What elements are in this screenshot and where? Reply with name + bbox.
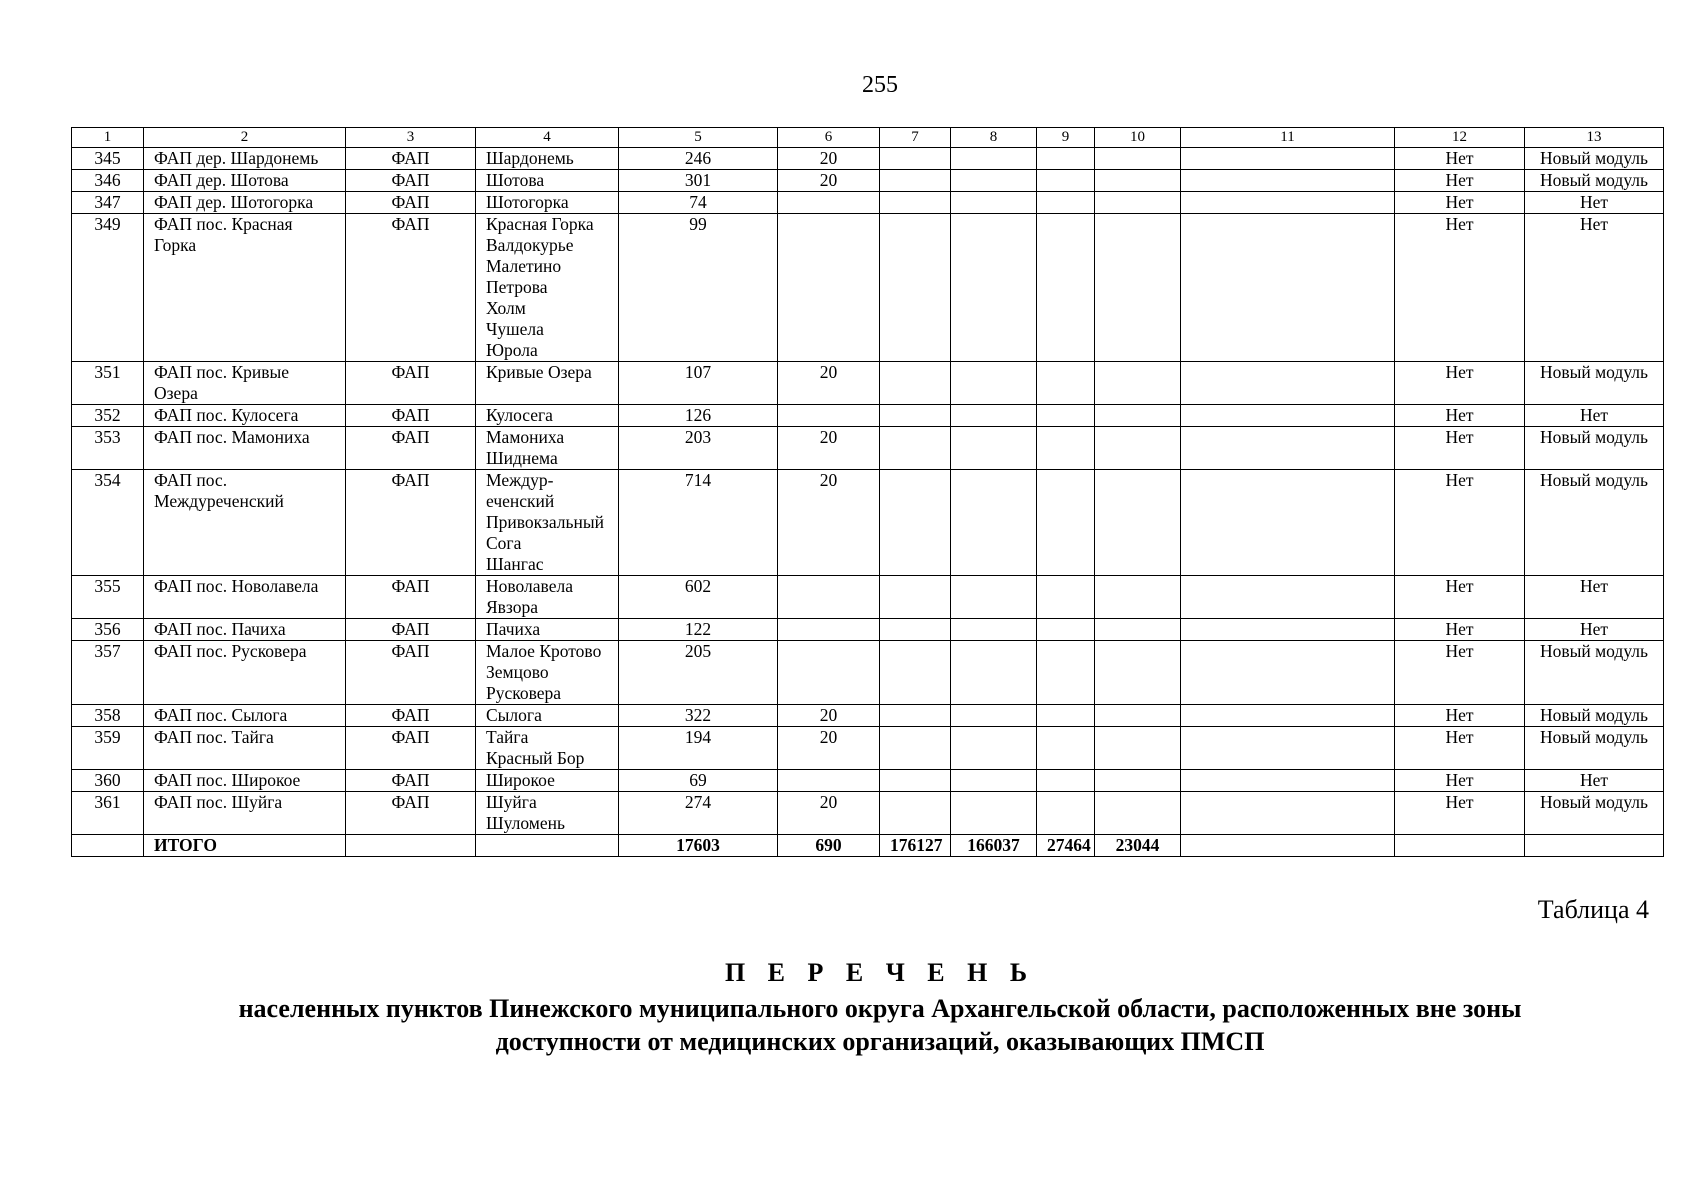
col-12-value: Нет (1395, 405, 1525, 427)
empty-cell (1095, 619, 1181, 641)
settlements (476, 792, 619, 835)
cell-line: Междуреченский (154, 491, 284, 511)
facility-type: ФАП (346, 641, 476, 705)
empty-cell (1181, 576, 1395, 619)
empty-cell (951, 576, 1037, 619)
settlements (476, 619, 619, 641)
population: 194 (619, 727, 778, 770)
col-13-value: Новый модуль (1525, 792, 1664, 835)
row-number: 355 (72, 576, 144, 619)
table-row (72, 192, 1664, 214)
col-12-value: Нет (1395, 576, 1525, 619)
empty-cell (1037, 405, 1095, 427)
empty-cell (1095, 214, 1181, 362)
empty-cell (1181, 192, 1395, 214)
facility-type: ФАП (346, 214, 476, 362)
table-row (72, 770, 1664, 792)
cell-line: Шиднема (486, 448, 558, 468)
cell-line: Явзора (486, 597, 539, 617)
settlements (476, 214, 619, 362)
population: 205 (619, 641, 778, 705)
row-number: 347 (72, 192, 144, 214)
empty-cell (880, 641, 951, 705)
empty-cell (951, 727, 1037, 770)
empty-cell (1525, 835, 1664, 857)
settlements (476, 727, 619, 770)
empty-cell (880, 619, 951, 641)
column-header: 1 (72, 128, 144, 148)
empty-cell (1037, 170, 1095, 192)
col-6-value (778, 770, 880, 792)
population: 122 (619, 619, 778, 641)
cell-line: ФАП пос. Широкое (154, 770, 301, 790)
empty-cell (476, 835, 619, 857)
empty-cell (1181, 705, 1395, 727)
col-13-value: Новый модуль (1525, 470, 1664, 576)
empty-cell (1037, 576, 1095, 619)
cell-line: ФАП дер. Шотогорка (154, 192, 314, 212)
cell-line: ФАП пос. Мамониха (154, 427, 310, 447)
settlements (476, 192, 619, 214)
empty-cell (1181, 835, 1395, 857)
cell-line: Горка (154, 235, 197, 255)
total-col-5: 17603 (619, 835, 778, 857)
population: 126 (619, 405, 778, 427)
col-6-value: 20 (778, 792, 880, 835)
col-13-value: Нет (1525, 576, 1664, 619)
empty-cell (1181, 148, 1395, 170)
table-row (72, 470, 1664, 576)
facility-name (144, 148, 346, 170)
row-number: 345 (72, 148, 144, 170)
empty-cell (951, 214, 1037, 362)
cell-line: ФАП пос. Русковера (154, 641, 307, 661)
cell-line: Валдокурье (486, 235, 574, 255)
cell-line: Юрола (486, 340, 538, 360)
empty-cell (1181, 427, 1395, 470)
cell-line: ФАП дер. Шотова (154, 170, 289, 190)
subtitle-line: населенных пунктов Пинежского муниципального округа Архангельской области, расположенных вне зоны (238, 994, 1522, 1023)
table-row (72, 619, 1664, 641)
col-13-value: Нет (1525, 770, 1664, 792)
empty-cell (1095, 148, 1181, 170)
total-col-6: 690 (778, 835, 880, 857)
cell-line: ФАП пос. Новолавела (154, 576, 319, 596)
empty-cell (1181, 170, 1395, 192)
population: 602 (619, 576, 778, 619)
col-13-value: Нет (1525, 619, 1664, 641)
empty-cell (951, 641, 1037, 705)
empty-cell (880, 148, 951, 170)
facility-type: ФАП (346, 427, 476, 470)
empty-cell (880, 727, 951, 770)
col-13-value: Новый модуль (1525, 427, 1664, 470)
cell-line: Красный Бор (486, 748, 585, 768)
row-number: 358 (72, 705, 144, 727)
empty-cell (1037, 192, 1095, 214)
facility-name (144, 727, 346, 770)
empty-cell (880, 576, 951, 619)
cell-line: Русковера (486, 683, 562, 703)
facility-name (144, 792, 346, 835)
empty-cell (880, 214, 951, 362)
facility-name (144, 470, 346, 576)
col-12-value: Нет (1395, 427, 1525, 470)
empty-cell (1037, 148, 1095, 170)
col-12-value: Нет (1395, 619, 1525, 641)
cell-line: Широкое (486, 770, 555, 790)
table-row (72, 405, 1664, 427)
facility-name (144, 427, 346, 470)
empty-cell (1181, 619, 1395, 641)
cell-line: Шотова (486, 170, 545, 190)
cell-line: еченский (486, 491, 555, 511)
settlements (476, 170, 619, 192)
cell-line: Малетино (486, 256, 562, 276)
col-13-value: Нет (1525, 214, 1664, 362)
col-12-value: Нет (1395, 214, 1525, 362)
row-number: 349 (72, 214, 144, 362)
empty-cell (1181, 405, 1395, 427)
cell-line: Шардонемь (486, 148, 574, 168)
population: 99 (619, 214, 778, 362)
empty-cell (1095, 770, 1181, 792)
cell-line: Озера (154, 383, 198, 403)
settlements (476, 470, 619, 576)
cell-line: Шангас (486, 554, 544, 574)
col-12-value: Нет (1395, 727, 1525, 770)
table-header-row (72, 128, 1664, 148)
column-header: 4 (476, 128, 619, 148)
facility-type: ФАП (346, 619, 476, 641)
empty-cell (880, 192, 951, 214)
col-6-value: 20 (778, 727, 880, 770)
column-header: 10 (1095, 128, 1181, 148)
empty-cell (1095, 576, 1181, 619)
empty-cell (1037, 214, 1095, 362)
empty-cell (1037, 470, 1095, 576)
cell-line: ФАП пос. Кривые (154, 362, 290, 382)
col-6-value: 20 (778, 170, 880, 192)
empty-cell (1181, 214, 1395, 362)
settlements (476, 148, 619, 170)
col-6-value (778, 641, 880, 705)
empty-cell (1037, 619, 1095, 641)
row-number: 357 (72, 641, 144, 705)
facility-name (144, 641, 346, 705)
cell-line: ФАП пос. (154, 470, 228, 490)
empty-cell (951, 792, 1037, 835)
column-header: 2 (144, 128, 346, 148)
col-13-value: Нет (1525, 405, 1664, 427)
row-number: 351 (72, 362, 144, 405)
facility-type: ФАП (346, 148, 476, 170)
table-row (72, 792, 1664, 835)
empty-cell (880, 427, 951, 470)
settlements (476, 705, 619, 727)
facility-name (144, 192, 346, 214)
total-col-9: 27464 (1037, 835, 1095, 857)
cell-line: Новолавела (486, 576, 573, 596)
row-number: 359 (72, 727, 144, 770)
col-12-value: Нет (1395, 148, 1525, 170)
population: 714 (619, 470, 778, 576)
column-header: 6 (778, 128, 880, 148)
row-number: 360 (72, 770, 144, 792)
empty-cell (1037, 705, 1095, 727)
total-col-10: 23044 (1095, 835, 1181, 857)
empty-cell (951, 619, 1037, 641)
col-13-value: Новый модуль (1525, 170, 1664, 192)
empty-cell (1095, 792, 1181, 835)
facility-name (144, 170, 346, 192)
col-6-value (778, 405, 880, 427)
population: 322 (619, 705, 778, 727)
empty-cell (951, 770, 1037, 792)
cell-line: Шуломень (486, 813, 565, 833)
population: 301 (619, 170, 778, 192)
population: 274 (619, 792, 778, 835)
total-row (72, 835, 1664, 857)
cell-line: ФАП пос. Красная (154, 214, 293, 234)
table-row (72, 148, 1664, 170)
empty-cell (951, 405, 1037, 427)
facility-name (144, 619, 346, 641)
column-header: 11 (1181, 128, 1395, 148)
table-label: Таблица 4 (1537, 895, 1649, 924)
col-12-value: Нет (1395, 792, 1525, 835)
cell-line: Шуйга (486, 792, 537, 812)
table-row (72, 576, 1664, 619)
facility-name (144, 576, 346, 619)
settlements (476, 362, 619, 405)
cell-line: Междур- (486, 470, 554, 490)
settlements (476, 405, 619, 427)
col-12-value: Нет (1395, 170, 1525, 192)
cell-line: Земцово (486, 662, 549, 682)
empty-cell (1095, 405, 1181, 427)
empty-cell (880, 770, 951, 792)
facility-type: ФАП (346, 576, 476, 619)
table-row (72, 641, 1664, 705)
population: 203 (619, 427, 778, 470)
facility-type: ФАП (346, 470, 476, 576)
empty-cell (1095, 641, 1181, 705)
population: 107 (619, 362, 778, 405)
empty-cell (1181, 727, 1395, 770)
cell-line: Шотогорка (486, 192, 569, 212)
col-13-value: Новый модуль (1525, 727, 1664, 770)
cell-line: Малое Кротово (486, 641, 602, 661)
total-col-8: 166037 (951, 835, 1037, 857)
column-header: 12 (1395, 128, 1525, 148)
empty-cell (951, 192, 1037, 214)
cell-line: ФАП пос. Кулосега (154, 405, 299, 425)
facility-type: ФАП (346, 792, 476, 835)
col-6-value: 20 (778, 362, 880, 405)
cell-line: ФАП дер. Шардонемь (154, 148, 319, 168)
settlements (476, 576, 619, 619)
empty-cell (951, 470, 1037, 576)
cell-line: Сога (486, 533, 522, 553)
col-6-value (778, 192, 880, 214)
empty-cell (880, 705, 951, 727)
row-number: 354 (72, 470, 144, 576)
facility-type: ФАП (346, 770, 476, 792)
column-header: 9 (1037, 128, 1095, 148)
table-row (72, 362, 1664, 405)
column-header: 13 (1525, 128, 1664, 148)
row-number: 361 (72, 792, 144, 835)
cell-line: ФАП пос. Сылога (154, 705, 288, 725)
cell-line: Пачиха (486, 619, 541, 639)
subtitle-line: доступности от медицинских организаций, оказывающих ПМСП (495, 1027, 1265, 1056)
col-6-value (778, 214, 880, 362)
row-number: 353 (72, 427, 144, 470)
col-12-value: Нет (1395, 770, 1525, 792)
col-13-value: Новый модуль (1525, 641, 1664, 705)
population: 246 (619, 148, 778, 170)
facility-type: ФАП (346, 727, 476, 770)
row-number: 346 (72, 170, 144, 192)
column-header: 7 (880, 128, 951, 148)
col-13-value: Нет (1525, 192, 1664, 214)
column-header: 3 (346, 128, 476, 148)
facility-name (144, 362, 346, 405)
empty-cell (72, 835, 144, 857)
col-6-value (778, 576, 880, 619)
table-row (72, 214, 1664, 362)
document-subtitle (0, 992, 1697, 1058)
col-6-value (778, 619, 880, 641)
cell-line: Холм (486, 298, 526, 318)
column-header: 8 (951, 128, 1037, 148)
empty-cell (880, 170, 951, 192)
empty-cell (1095, 727, 1181, 770)
table-row (72, 727, 1664, 770)
empty-cell (951, 705, 1037, 727)
facility-name (144, 405, 346, 427)
row-number: 352 (72, 405, 144, 427)
total-label: ИТОГО (144, 835, 346, 857)
empty-cell (951, 362, 1037, 405)
empty-cell (1037, 427, 1095, 470)
facility-name (144, 770, 346, 792)
facility-type: ФАП (346, 405, 476, 427)
cell-line: ФАП пос. Пачиха (154, 619, 286, 639)
population: 69 (619, 770, 778, 792)
facility-name (144, 214, 346, 362)
total-col-7: 176127 (880, 835, 951, 857)
empty-cell (1037, 641, 1095, 705)
empty-cell (1095, 362, 1181, 405)
col-6-value: 20 (778, 705, 880, 727)
empty-cell (1037, 727, 1095, 770)
empty-cell (951, 427, 1037, 470)
table-body (72, 128, 1664, 857)
table-row (72, 427, 1664, 470)
col-12-value: Нет (1395, 192, 1525, 214)
col-6-value: 20 (778, 148, 880, 170)
empty-cell (951, 170, 1037, 192)
settlements (476, 641, 619, 705)
col-12-value: Нет (1395, 362, 1525, 405)
col-13-value: Новый модуль (1525, 705, 1664, 727)
population: 74 (619, 192, 778, 214)
cell-line: Привокзальный (486, 512, 604, 532)
col-12-value: Нет (1395, 470, 1525, 576)
cell-line: Чушела (486, 319, 544, 339)
cell-line: Сылога (486, 705, 542, 725)
empty-cell (1037, 770, 1095, 792)
empty-cell (951, 148, 1037, 170)
empty-cell (1395, 835, 1525, 857)
empty-cell (1181, 470, 1395, 576)
data-table (71, 127, 1664, 857)
cell-line: Кривые Озера (486, 362, 592, 382)
empty-cell (880, 470, 951, 576)
cell-line: Тайга (486, 727, 529, 747)
row-number: 356 (72, 619, 144, 641)
cell-line: Петрова (486, 277, 548, 297)
page-number: 255 (862, 72, 898, 98)
col-13-value: Новый модуль (1525, 362, 1664, 405)
column-header: 5 (619, 128, 778, 148)
empty-cell (1181, 641, 1395, 705)
col-13-value: Новый модуль (1525, 148, 1664, 170)
cell-line: Кулосега (486, 405, 553, 425)
col-6-value: 20 (778, 470, 880, 576)
cell-line: ФАП пос. Тайга (154, 727, 274, 747)
empty-cell (1181, 770, 1395, 792)
cell-line: Мамониха (486, 427, 565, 447)
facility-type: ФАП (346, 362, 476, 405)
document-title: П Е Р Е Ч Е Н Ь (724, 958, 1036, 987)
empty-cell (346, 835, 476, 857)
empty-cell (880, 362, 951, 405)
cell-line: Красная Горка (486, 214, 594, 234)
col-12-value: Нет (1395, 705, 1525, 727)
settlements (476, 770, 619, 792)
empty-cell (1095, 170, 1181, 192)
facility-type: ФАП (346, 705, 476, 727)
table-row (72, 705, 1664, 727)
empty-cell (1095, 470, 1181, 576)
facility-type: ФАП (346, 192, 476, 214)
facility-name (144, 705, 346, 727)
col-12-value: Нет (1395, 641, 1525, 705)
col-6-value: 20 (778, 427, 880, 470)
empty-cell (1095, 192, 1181, 214)
empty-cell (880, 405, 951, 427)
facility-type: ФАП (346, 170, 476, 192)
settlements (476, 427, 619, 470)
empty-cell (880, 792, 951, 835)
empty-cell (1181, 362, 1395, 405)
empty-cell (1037, 362, 1095, 405)
table-row (72, 170, 1664, 192)
cell-line: ФАП пос. Шуйга (154, 792, 283, 812)
empty-cell (1095, 705, 1181, 727)
empty-cell (1095, 427, 1181, 470)
empty-cell (1037, 792, 1095, 835)
empty-cell (1181, 792, 1395, 835)
